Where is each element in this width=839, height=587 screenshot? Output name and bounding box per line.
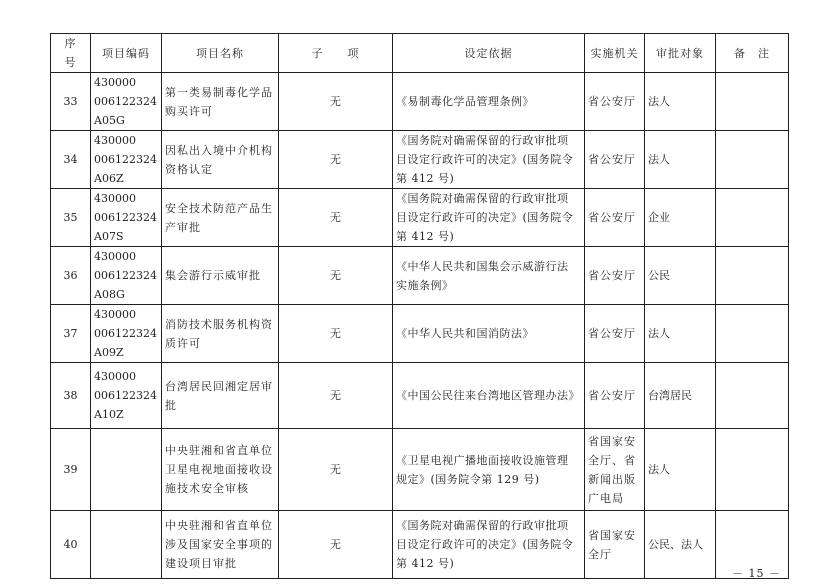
row-org: 省公安厅 bbox=[585, 305, 645, 363]
row-subitem: 无 bbox=[279, 189, 393, 247]
row-subitem: 无 bbox=[279, 511, 393, 579]
row-seq: 37 bbox=[51, 305, 91, 363]
row-subitem: 无 bbox=[279, 305, 393, 363]
table-row bbox=[51, 305, 789, 363]
row-code bbox=[91, 429, 162, 511]
row-note bbox=[716, 247, 789, 305]
row-name: 中央驻湘和省直单位 卫星电视地面接收设 施技术安全审核 bbox=[162, 429, 279, 511]
page-number: － 15 － bbox=[732, 567, 781, 580]
row-seq: 34 bbox=[51, 131, 91, 189]
table-row bbox=[51, 363, 789, 429]
row-seq: 40 bbox=[51, 511, 91, 579]
row-note bbox=[716, 363, 789, 429]
header-basis: 设定依据 bbox=[393, 34, 585, 73]
table-row bbox=[51, 73, 789, 131]
row-target: 公民、法人 bbox=[645, 511, 716, 579]
row-target: 法人 bbox=[645, 305, 716, 363]
header-org: 实施机关 bbox=[585, 34, 645, 73]
row-code: 430000 006122324 A06Z bbox=[91, 131, 162, 189]
header-seq: 序 号 bbox=[51, 34, 91, 73]
row-org: 省公安厅 bbox=[585, 363, 645, 429]
row-seq: 33 bbox=[51, 73, 91, 131]
row-note bbox=[716, 305, 789, 363]
row-name: 集会游行示威审批 bbox=[162, 247, 279, 305]
row-subitem: 无 bbox=[279, 429, 393, 511]
row-subitem: 无 bbox=[279, 131, 393, 189]
row-code: 430000 006122324 A05G bbox=[91, 73, 162, 131]
header-code: 项目编码 bbox=[91, 34, 162, 73]
row-seq: 38 bbox=[51, 363, 91, 429]
approval-items-table bbox=[50, 33, 789, 579]
row-org: 省公安厅 bbox=[585, 247, 645, 305]
row-basis: 《中华人民共和国集会示威游行法 实施条例》 bbox=[393, 247, 585, 305]
row-code bbox=[91, 511, 162, 579]
row-org: 省公安厅 bbox=[585, 73, 645, 131]
header-subitem: 子 项 bbox=[279, 34, 393, 73]
row-basis: 《国务院对确需保留的行政审批项 目设定行政许可的决定》(国务院令 第 412 号) bbox=[393, 131, 585, 189]
row-code: 430000 006122324 A10Z bbox=[91, 363, 162, 429]
row-basis: 《中国公民往来台湾地区管理办法》 bbox=[393, 363, 585, 429]
table-row bbox=[51, 131, 789, 189]
row-name: 中央驻湘和省直单位 涉及国家安全事项的 建设项目审批 bbox=[162, 511, 279, 579]
row-basis: 《中华人民共和国消防法》 bbox=[393, 305, 585, 363]
row-basis: 《卫星电视广播地面接收设施管理 规定》(国务院令第 129 号) bbox=[393, 429, 585, 511]
row-basis: 《国务院对确需保留的行政审批项 目设定行政许可的决定》(国务院令 第 412 号) bbox=[393, 511, 585, 579]
row-org: 省公安厅 bbox=[585, 131, 645, 189]
table-header-row bbox=[51, 34, 789, 73]
row-subitem: 无 bbox=[279, 73, 393, 131]
table-row bbox=[51, 429, 789, 511]
row-basis: 《易制毒化学品管理条例》 bbox=[393, 73, 585, 131]
row-target: 公民 bbox=[645, 247, 716, 305]
row-seq: 39 bbox=[51, 429, 91, 511]
row-name: 消防技术服务机构资 质许可 bbox=[162, 305, 279, 363]
row-name: 台湾居民回湘定居审 批 bbox=[162, 363, 279, 429]
header-target: 审批对象 bbox=[645, 34, 716, 73]
row-note bbox=[716, 189, 789, 247]
row-note bbox=[716, 73, 789, 131]
row-target: 法人 bbox=[645, 73, 716, 131]
table-row bbox=[51, 247, 789, 305]
header-note: 备 注 bbox=[716, 34, 789, 73]
row-org: 省国家安 全厅 bbox=[585, 511, 645, 579]
row-name: 安全技术防范产品生 产审批 bbox=[162, 189, 279, 247]
header-name: 项目名称 bbox=[162, 34, 279, 73]
row-code: 430000 006122324 A08G bbox=[91, 247, 162, 305]
table-row bbox=[51, 511, 789, 579]
row-org: 省国家安 全厅、省 新闻出版 广电局 bbox=[585, 429, 645, 511]
row-code: 430000 006122324 A09Z bbox=[91, 305, 162, 363]
row-target: 企业 bbox=[645, 189, 716, 247]
row-seq: 35 bbox=[51, 189, 91, 247]
row-target: 台湾居民 bbox=[645, 363, 716, 429]
row-name: 第一类易制毒化学品 购买许可 bbox=[162, 73, 279, 131]
row-basis: 《国务院对确需保留的行政审批项 目设定行政许可的决定》(国务院令 第 412 号) bbox=[393, 189, 585, 247]
row-org: 省公安厅 bbox=[585, 189, 645, 247]
row-subitem: 无 bbox=[279, 363, 393, 429]
row-seq: 36 bbox=[51, 247, 91, 305]
table-row bbox=[51, 189, 789, 247]
row-target: 法人 bbox=[645, 429, 716, 511]
row-name: 因私出入境中介机构 资格认定 bbox=[162, 131, 279, 189]
row-subitem: 无 bbox=[279, 247, 393, 305]
row-code: 430000 006122324 A07S bbox=[91, 189, 162, 247]
row-target: 法人 bbox=[645, 131, 716, 189]
row-note bbox=[716, 429, 789, 511]
row-note bbox=[716, 131, 789, 189]
